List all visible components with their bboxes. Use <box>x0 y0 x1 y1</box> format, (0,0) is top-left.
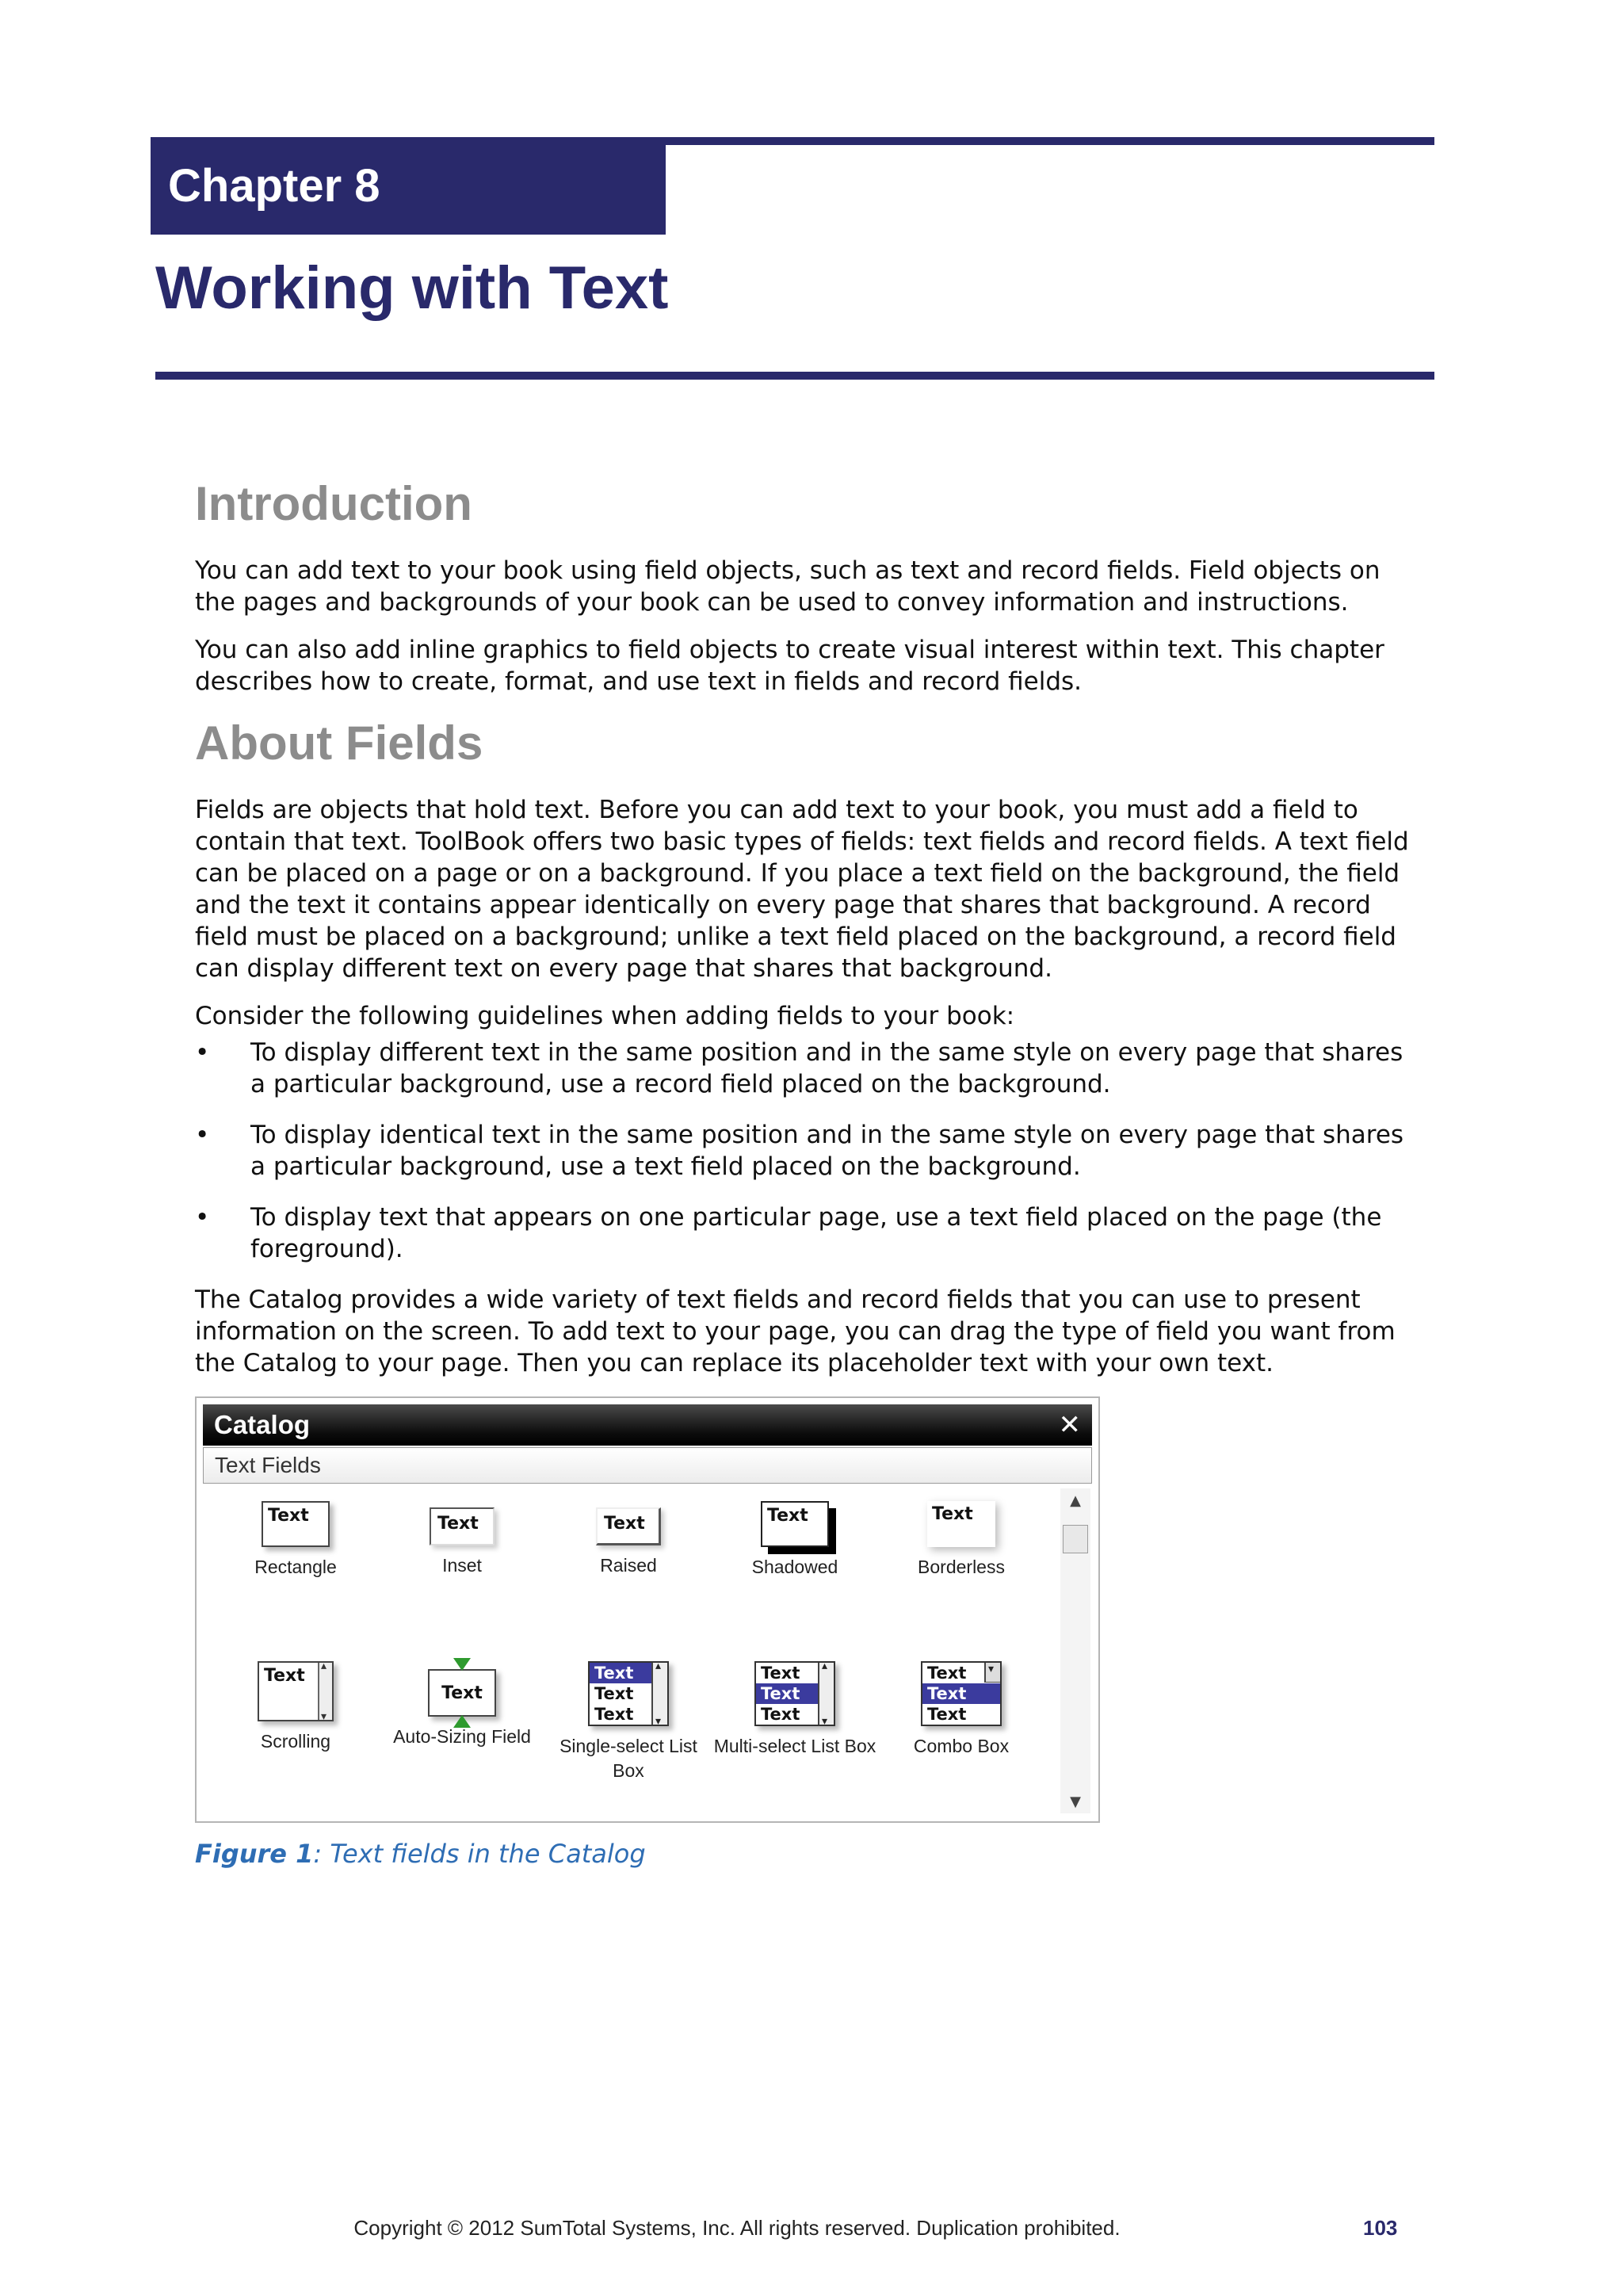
catalog-item-label: Rectangle <box>254 1557 337 1577</box>
figure-separator: : <box>313 1839 330 1869</box>
about-fields-paragraph-2: Consider the following guidelines when adding fields to your book: <box>195 1002 1015 1030</box>
shadowed-field-icon <box>761 1501 829 1547</box>
catalog-item-label: Raised <box>600 1555 657 1576</box>
rectangle-field-icon <box>262 1501 330 1547</box>
grow-arrow-icon <box>453 1658 471 1671</box>
field-sample-text: Text <box>604 1514 645 1534</box>
about-fields-paragraph-1: Fields are objects that hold text. Before you can add text to your book, you must add a field to contain that text. ToolBook offers two basic types of fields: text fields and record fields. A text field can be placed on a page or on a background. If you place a text field on the background, the field and the text it contains appear identically on every page that shares that background. A record field must be placed on a background; unlike a text field placed on the background, a record field can display different text on every page that shares that background. <box>195 796 1409 983</box>
auto-sizing-field-icon <box>428 1669 496 1717</box>
scroll-down-icon[interactable]: ▼ <box>1070 1793 1081 1810</box>
list-item <box>195 1119 1415 1182</box>
catalog-item-shadowed[interactable] <box>712 1501 878 1580</box>
catalog-item-label: Single-select List Box <box>559 1736 697 1781</box>
catalog-item-label: Combo Box <box>913 1736 1010 1756</box>
field-sample-text: Text <box>932 1504 973 1524</box>
chapter-banner <box>151 137 666 235</box>
catalog-category-tab[interactable]: Text Fields <box>203 1447 1092 1484</box>
catalog-item-label: Auto-Sizing Field <box>393 1726 531 1747</box>
bullet-icon: • <box>195 1038 210 1067</box>
catalog-item-raised[interactable] <box>545 1501 712 1578</box>
catalog-titlebar <box>203 1404 1092 1446</box>
catalog-item-rectangle[interactable] <box>212 1501 379 1580</box>
catalog-item-label: Shadowed <box>751 1557 838 1577</box>
header-bottom-rule <box>155 372 1434 380</box>
chapter-label: Chapter 8 <box>168 160 380 212</box>
borderless-field-icon <box>927 1501 995 1547</box>
multi-select-list-icon <box>754 1661 835 1726</box>
raised-field-icon <box>596 1507 661 1545</box>
list-row: Text <box>594 1705 634 1724</box>
catalog-item-scrolling[interactable] <box>212 1661 379 1754</box>
scrollbar-icon <box>651 1663 667 1725</box>
figure-caption <box>195 1839 1415 1869</box>
guidelines-list <box>195 1037 1415 1265</box>
catalog-scrollbar[interactable] <box>1060 1488 1090 1813</box>
inset-field-icon <box>430 1507 495 1545</box>
list-row: Text <box>590 1663 667 1683</box>
scrollbar-icon <box>318 1663 332 1720</box>
footer-copyright: Copyright © 2012 SumTotal Systems, Inc. All rights reserved. Duplication prohibited. <box>353 2216 1121 2240</box>
scrollbar-icon <box>818 1663 834 1725</box>
field-sample-text: Text <box>441 1683 483 1703</box>
grow-arrow-icon <box>453 1715 471 1728</box>
list-row: Text <box>756 1683 834 1704</box>
catalog-title: Catalog <box>214 1410 311 1439</box>
introduction-paragraph-2: You can also add inline graphics to field objects to create visual interest within text. This chapter describes how to create, format, and use text in fields and record fields. <box>195 636 1384 696</box>
figure-caption-text: Text fields in the Catalog <box>330 1839 646 1869</box>
list-row: Text <box>594 1684 634 1703</box>
catalog-item-label: Borderless <box>918 1557 1005 1577</box>
catalog-item-borderless[interactable] <box>878 1501 1044 1580</box>
list-row: Text <box>927 1705 967 1724</box>
scroll-thumb[interactable] <box>1063 1525 1088 1553</box>
catalog-item-inset[interactable] <box>379 1501 545 1578</box>
introduction-paragraph-1: You can add text to your book using field objects, such as text and record fields. Field objects on the pages and backgrounds of your book can be used to convey information and instructions. <box>195 556 1381 617</box>
catalog-item-single-select[interactable] <box>545 1661 712 1783</box>
catalog-items-grid <box>203 1488 1051 1813</box>
field-sample-text: Text <box>767 1506 808 1526</box>
list-row: Text <box>927 1664 967 1683</box>
dropdown-arrow-icon <box>984 1663 1000 1683</box>
chapter-content <box>195 476 1415 1869</box>
list-item <box>195 1037 1415 1100</box>
about-fields-paragraph-3: The Catalog provides a wide variety of text fields and record fields that you can use to present information on the screen. To add text to your page, you can drag the type of field you want from the Catalog to your page. Then you can replace its placeholder text with your own text. <box>195 1286 1396 1377</box>
chapter-title: Working with Text <box>155 254 669 322</box>
catalog-item-combo-box[interactable] <box>878 1661 1044 1759</box>
about-fields-heading: About Fields <box>195 716 483 770</box>
introduction-heading: Introduction <box>195 477 472 530</box>
guideline-text: To display identical text in the same position and in the same style on every page that shares a particular background, use a text field placed on the background. <box>250 1121 1404 1181</box>
catalog-item-label: Scrolling <box>260 1731 331 1752</box>
scrolling-field-icon <box>258 1661 334 1721</box>
guideline-text: To display different text in the same position and in the same style on every page that shares a particular background, use a record field placed on the background. <box>250 1038 1403 1098</box>
list-row: Text <box>761 1664 800 1683</box>
list-item <box>195 1201 1415 1265</box>
catalog-item-auto-sizing[interactable] <box>379 1661 545 1749</box>
combo-box-icon <box>921 1661 1002 1726</box>
guideline-text: To display text that appears on one particular page, use a text field placed on the page (the foreground). <box>250 1203 1382 1263</box>
bullet-icon: • <box>195 1203 210 1232</box>
catalog-item-label: Inset <box>442 1555 482 1576</box>
list-row: Text <box>922 1683 1000 1704</box>
field-sample-text: Text <box>264 1666 305 1686</box>
bullet-icon: • <box>195 1121 210 1149</box>
footer-page-number: 103 <box>1363 2216 1398 2240</box>
scroll-up-icon[interactable]: ▲ <box>1070 1492 1081 1509</box>
field-sample-text: Text <box>268 1506 309 1526</box>
catalog-item-multi-select[interactable] <box>712 1661 878 1759</box>
list-row: Text <box>761 1705 800 1724</box>
single-select-list-icon <box>588 1661 669 1726</box>
figure-number: Figure 1 <box>195 1839 314 1869</box>
catalog-item-label: Multi-select List Box <box>713 1736 876 1756</box>
catalog-window <box>195 1396 1100 1823</box>
close-icon[interactable]: ✕ <box>1058 1409 1081 1441</box>
field-sample-text: Text <box>437 1514 479 1534</box>
